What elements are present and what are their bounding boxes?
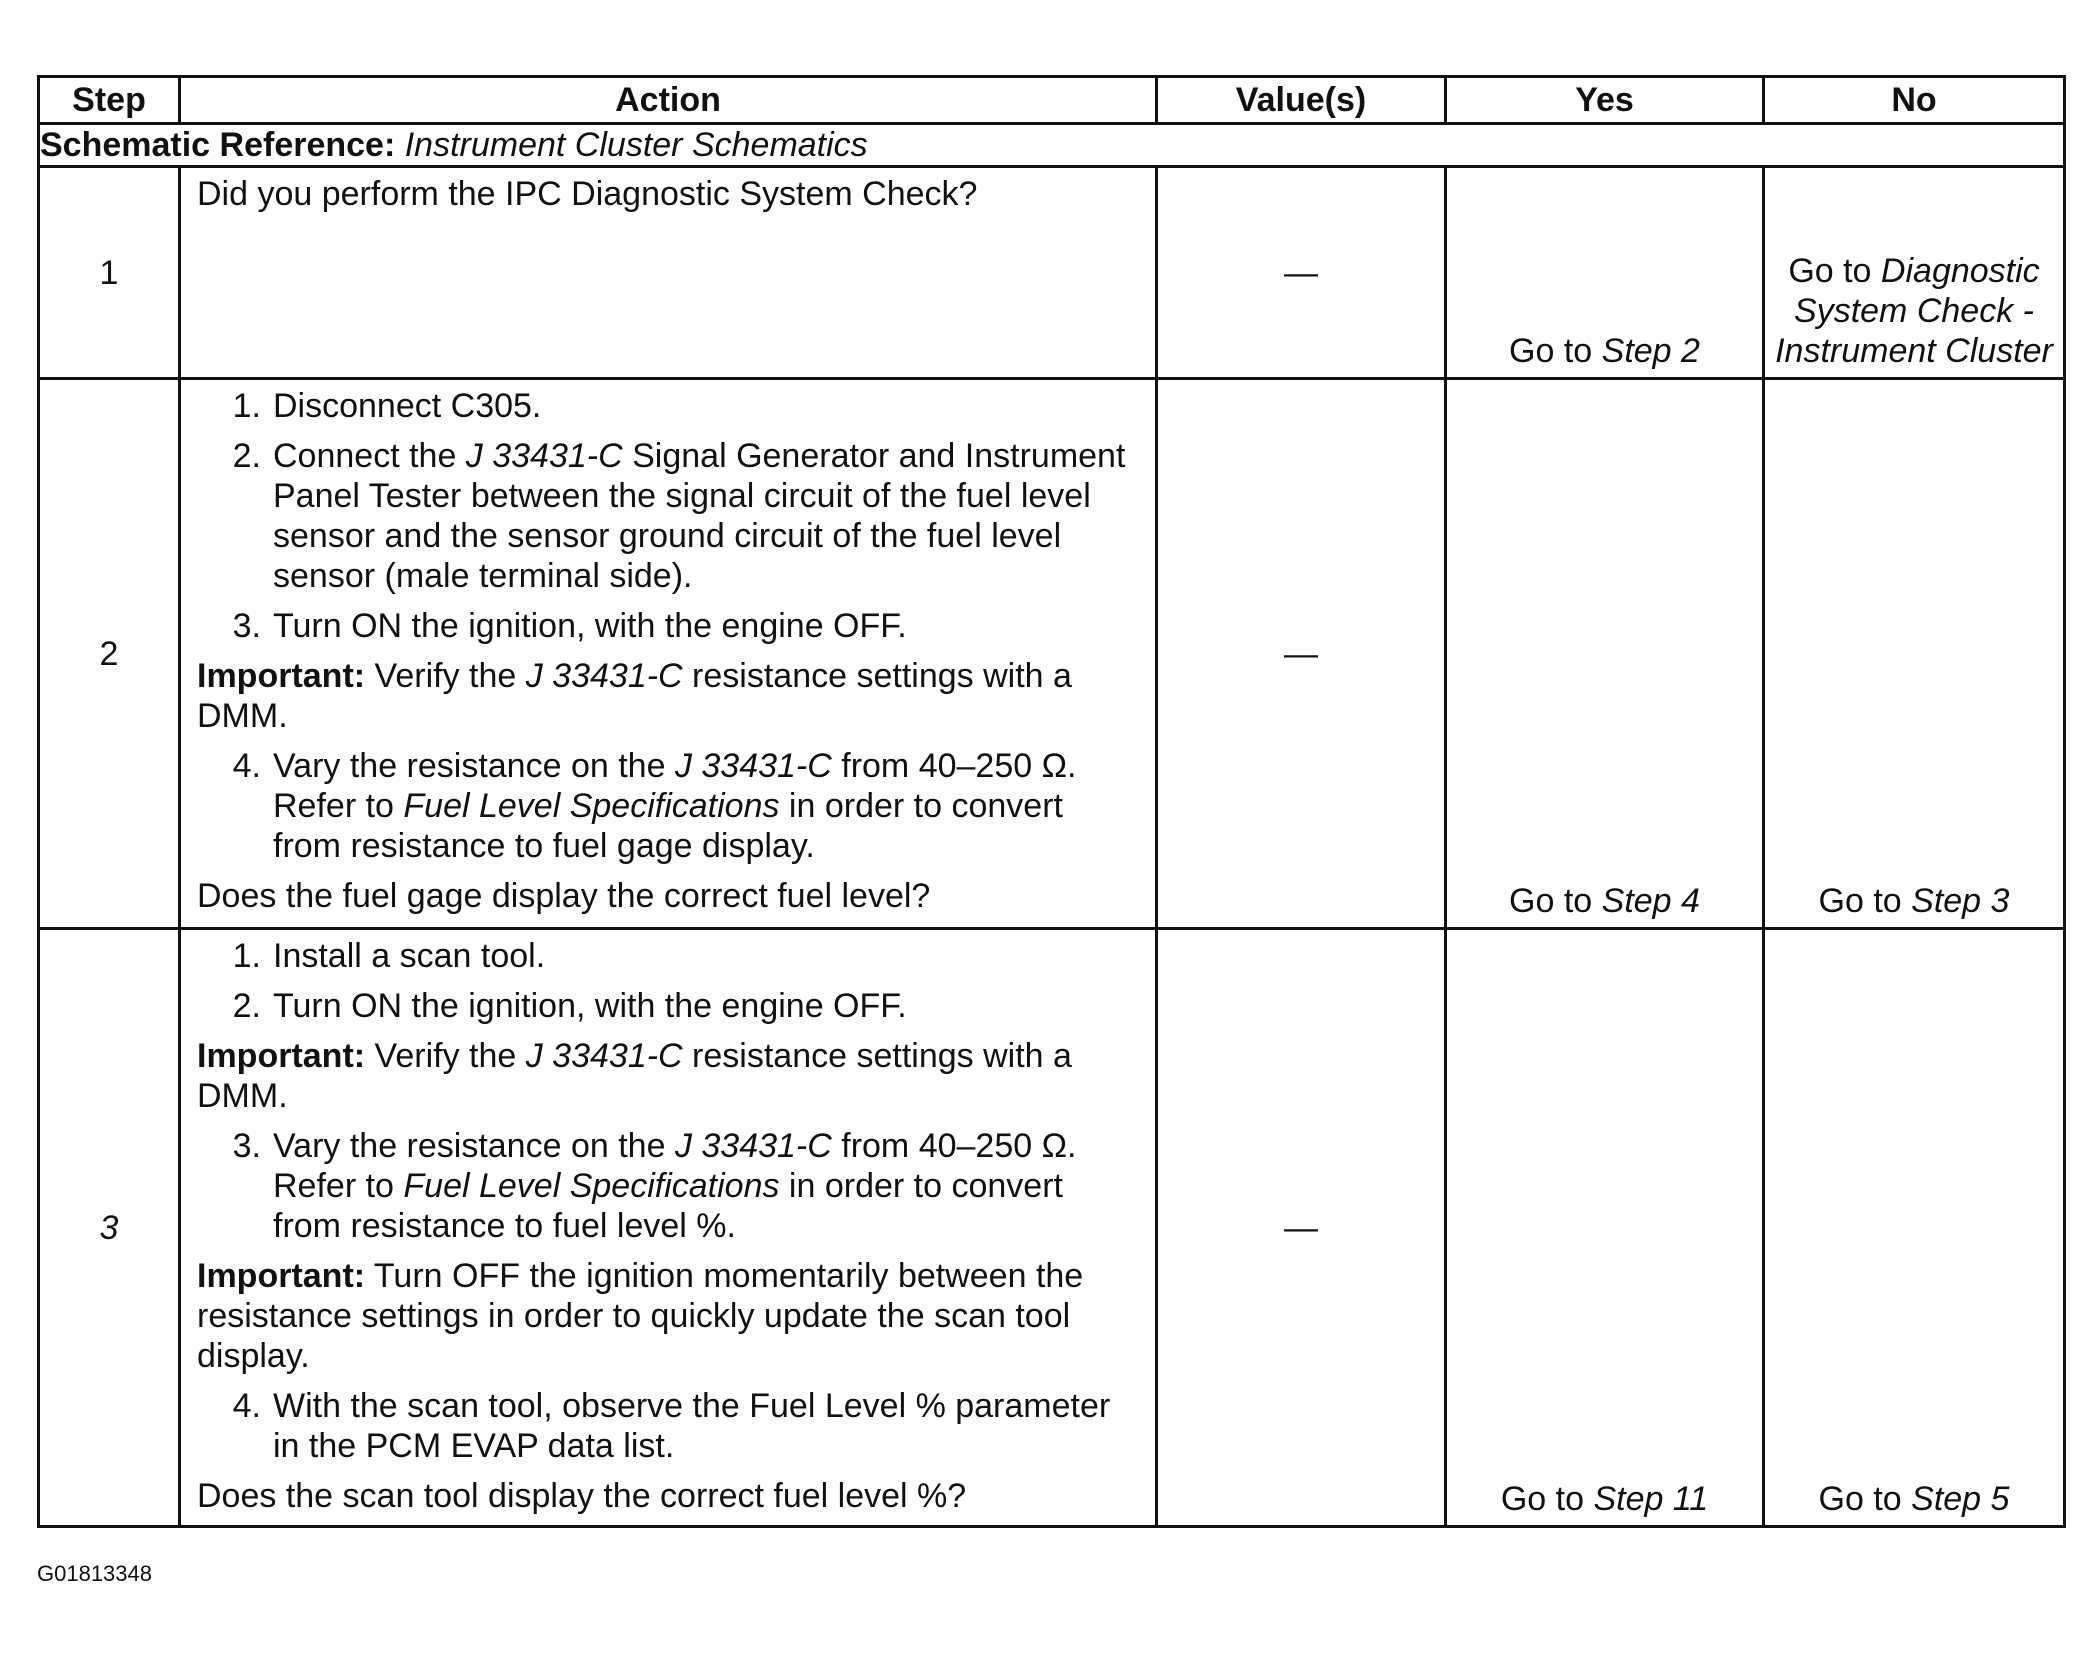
no-link[interactable]: Step 5 <box>1911 1480 2010 1518</box>
action-cell <box>180 379 1157 929</box>
no-cell: Go to Diagnostic System Check - Instrument Cluster <box>1764 167 2065 379</box>
action-item: 1. Disconnect C305. <box>232 387 542 425</box>
action-item: 2. Connect the J 33431-C Signal Generator and Instrument Panel Tester between the signal circuit of the fuel level sensor and the sensor ground circuit of the fuel level sensor (male terminal side). <box>232 437 1126 595</box>
important-note: Important: Turn OFF the ignition momentarily between the resistance settings in order to quickly update the scan tool display. <box>197 1257 1084 1375</box>
action-question: Did you perform the IPC Diagnostic System Check? <box>197 175 978 213</box>
tool-reference: J 33431-C <box>465 437 623 475</box>
schematic-reference <box>39 124 2065 167</box>
table-row <box>39 167 2065 379</box>
no-cell: Go to Step 3 <box>1764 379 2065 929</box>
action-item: 1. Install a scan tool. <box>232 937 546 975</box>
action-question: Does the fuel gage display the correct fuel level? <box>197 877 931 915</box>
action-cell <box>180 929 1157 1527</box>
spec-link[interactable]: Fuel Level Specifications <box>403 787 780 825</box>
header-yes: Yes <box>1446 77 1764 124</box>
action-item: 2. Turn ON the ignition, with the engine OFF. <box>232 987 907 1025</box>
table-row <box>39 379 2065 929</box>
step-number: 2 <box>39 379 180 929</box>
yes-link[interactable]: Step 2 <box>1601 332 1700 370</box>
header-action: Action <box>180 77 1157 124</box>
value-cell: — <box>1157 167 1446 379</box>
action-item: 3. Vary the resistance on the J 33431-C from 40–250 Ω. Refer to Fuel Level Specifications in order to convert from resistance to fuel level %. <box>232 1127 1077 1245</box>
no-cell: Go to Step 5 <box>1764 929 2065 1527</box>
step-number: 1 <box>39 167 180 379</box>
yes-cell: Go to Step 11 <box>1446 929 1764 1527</box>
no-link[interactable]: Step 3 <box>1911 882 2010 920</box>
yes-link[interactable]: Step 4 <box>1601 882 1700 920</box>
spec-link[interactable]: Fuel Level Specifications <box>403 1167 780 1205</box>
schematic-reference-label: Schematic Reference: <box>40 126 396 164</box>
schematic-reference-link[interactable]: Instrument Cluster Schematics <box>404 126 868 164</box>
yes-link[interactable]: Step 11 <box>1593 1480 1709 1518</box>
action-item: 4. With the scan tool, observe the Fuel Level % parameter in the PCM EVAP data list. <box>232 1387 1111 1465</box>
value-cell: — <box>1157 379 1446 929</box>
header-no: No <box>1764 77 2065 124</box>
header-row <box>39 77 2065 124</box>
schematic-reference-row <box>39 124 2065 167</box>
no-link[interactable]: Diagnostic System Check - Instrument Cluster <box>1775 252 2053 370</box>
diagnostic-table <box>37 75 2066 1528</box>
value-cell: — <box>1157 929 1446 1527</box>
action-item: 4. Vary the resistance on the J 33431-C from 40–250 Ω. Refer to Fuel Level Specifications in order to convert from resistance to fuel gage display. <box>232 747 1077 865</box>
table-row <box>39 929 2065 1527</box>
action-cell <box>180 167 1157 379</box>
action-item: 3. Turn ON the ignition, with the engine OFF. <box>232 607 907 645</box>
important-note: Important: Verify the J 33431-C resistance settings with a DMM. <box>197 1037 1072 1115</box>
yes-cell: Go to Step 4 <box>1446 379 1764 929</box>
header-values: Value(s) <box>1157 77 1446 124</box>
header-step: Step <box>39 77 180 124</box>
important-note: Important: Verify the J 33431-C resistance settings with a DMM. <box>197 657 1072 735</box>
yes-cell: Go to Step 2 <box>1446 167 1764 379</box>
step-number: 3 <box>39 929 180 1527</box>
figure-id: G01813348 <box>37 1561 152 1586</box>
action-question: Does the scan tool display the correct fuel level %? <box>197 1477 967 1515</box>
